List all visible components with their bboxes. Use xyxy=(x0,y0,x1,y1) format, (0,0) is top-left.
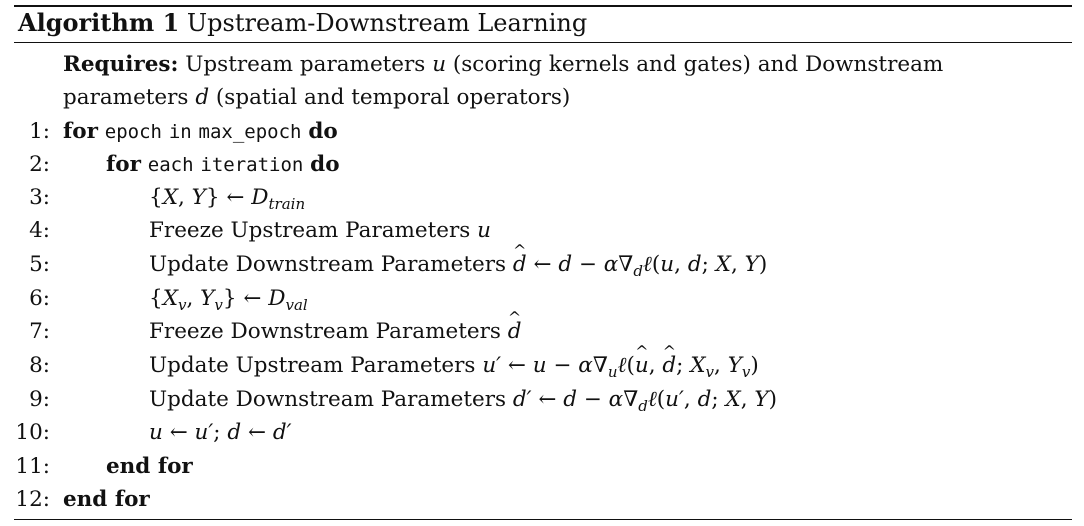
algorithm-block xyxy=(14,0,1072,526)
math-expression: {X, Y} ← $D_{train}$ xyxy=(149,185,306,213)
kw-end-for: end for xyxy=(63,487,150,512)
algo-line-3 xyxy=(149,182,305,214)
algo-line-10 xyxy=(149,417,291,449)
math-expression: u ← u′; d ← d′ xyxy=(149,420,292,445)
line-number-5: 5: xyxy=(29,252,50,277)
math-expression: {$X_v$, $Y_v$} ← $D_{val}$ xyxy=(149,286,308,314)
math-expression: ^ d ← $d - \alpha\nabla_d\ell(u$, d; X, Y) xyxy=(513,252,767,277)
kw-end-for: end for xyxy=(106,454,193,479)
algo-line-1 xyxy=(63,116,338,148)
algo-line-2 xyxy=(106,149,340,181)
requires-var-d: d xyxy=(195,85,210,110)
code-iteration: iteration xyxy=(200,154,304,176)
freeze-upstream-text: Freeze Upstream Parameters xyxy=(149,218,471,243)
kw-do: do xyxy=(308,119,338,144)
line-number-9: 9: xyxy=(29,387,50,412)
bottom-rule xyxy=(14,519,1072,520)
algo-line-6 xyxy=(149,283,308,315)
algo-line-11 xyxy=(106,451,193,483)
kw-do: do xyxy=(310,152,340,177)
line-number-6: 6: xyxy=(29,286,50,311)
update-upstream-text: Update Upstream Parameters xyxy=(149,353,476,378)
line-number-8: 8: xyxy=(29,353,50,378)
kw-for: for xyxy=(63,119,98,144)
requires-text-1b: (scoring kernels and gates) and Downstream xyxy=(452,52,944,77)
requires-text-2b: (spatial and temporal operators) xyxy=(215,85,571,110)
update-downstream-text: Update Downstream Parameters xyxy=(149,387,507,412)
requires-var-u: u xyxy=(432,52,447,77)
code-in: in xyxy=(168,121,192,143)
algo-line-5 xyxy=(149,249,767,281)
algo-line-12 xyxy=(63,484,150,516)
requires-label: Requires: xyxy=(63,52,179,77)
code-epoch: epoch xyxy=(104,121,162,143)
requires-text-2a: parameters xyxy=(63,85,189,110)
algo-line-7 xyxy=(149,316,521,348)
requires-text-1a: Upstream parameters xyxy=(185,52,426,77)
line-number-10: 10: xyxy=(15,420,50,445)
algo-line-9 xyxy=(149,384,777,416)
line-number-12: 12: xyxy=(15,487,50,512)
line-number-2: 2: xyxy=(29,152,50,177)
line-number-1: 1: xyxy=(29,119,50,144)
requires-line-2 xyxy=(63,82,570,114)
freeze-downstream-text: Freeze Downstream Parameters xyxy=(149,319,501,344)
line-number-7: 7: xyxy=(29,319,50,344)
code-each: each xyxy=(147,154,194,176)
line-number-4: 4: xyxy=(29,218,50,243)
update-downstream-text: Update Downstream Parameters xyxy=(149,252,507,277)
requires-line-1 xyxy=(63,49,943,81)
line-number-11: 11: xyxy=(15,454,50,479)
algorithm-caption xyxy=(18,6,587,40)
caption-title: Upstream-Downstream Learning xyxy=(186,9,588,37)
line-number-3: 3: xyxy=(29,185,50,210)
code-max-epoch: max_epoch xyxy=(198,121,302,143)
kw-for: for xyxy=(106,152,141,177)
algo-line-8 xyxy=(149,350,759,382)
algo-line-4 xyxy=(149,215,491,247)
var-u: u xyxy=(477,218,492,243)
caption-rule xyxy=(14,42,1072,43)
math-expression: u′ ← $u - \alpha\nabla_u\ell(\^{}$ u, ^ d; $X_v$, $Y_v$) xyxy=(482,353,758,378)
math-expression: d′ ← $d - \alpha\nabla_d\ell(u'$, d; X, Y) xyxy=(512,387,777,415)
var-d-hat: ^ d xyxy=(508,316,522,348)
caption-label: Algorithm 1 xyxy=(18,8,180,37)
